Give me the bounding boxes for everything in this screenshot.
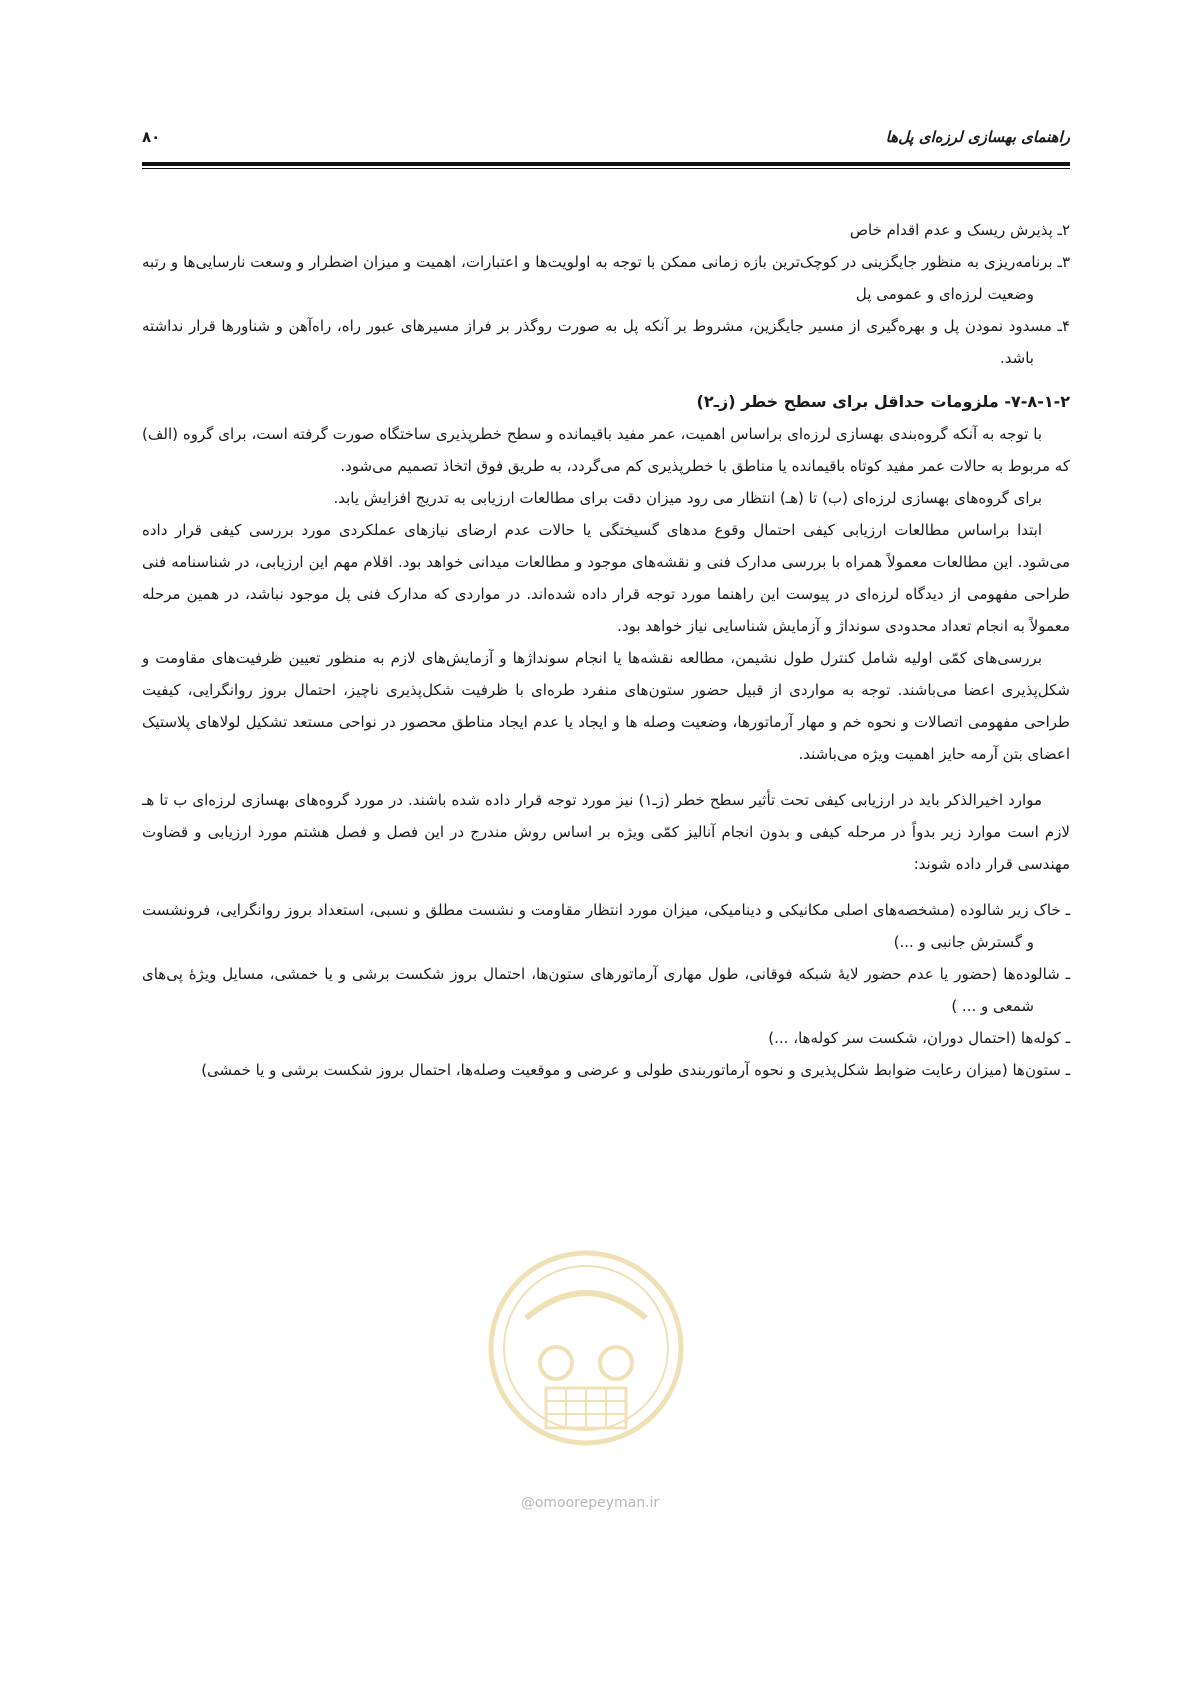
- list-item: ـ خاک زیر شالوده (مشخصه‌های اصلی مکانیکی و دینامیکی، میزان مورد انتظار مقاومت و نشست مطلق و نسبی، استعداد بروز روانگرایی، فرونشست و گسترش جانبی و ...): [142, 901, 1070, 951]
- paragraph: ابتدا براساس مطالعات ارزیابی کیفی احتمال وقوع مدهای گسیختگی یا حالات عدم ارضای نیازهای عملکردی مورد بررسی کیفی قرار داده می‌شود. این مطالعات معمولاً همراه با بررسی مدارک فنی و نقشه‌های موجود و مطالعات میدانی خواهد بود. اقلام مهم این ارزیابی، در شناسنامه فنی طراحی مفهومی از دیدگاه لرزه‌ای در پیوست این راهنما مورد توجه قرار داده شده‌اند. در مواردی که مدارک فنی پل موجود نباشد، در همین مرحله معمولاً به انجام تعداد محدودی سونداژ و آزمایش شناسایی نیاز خواهد بود.: [142, 521, 1070, 635]
- paragraph: موارد اخیرالذکر باید در ارزیابی کیفی تحت تأثیر سطح خطر (زـ۱) نیز مورد توجه قرار داده شده باشند. در مورد گروه‌های بهسازی لرزه‌ای ب تا هـ لازم است موارد زیر بدواً در مرحله کیفی و بدون انجام آنالیز کمّی ویژه بر اساس روش مندرج در این فصل و فصل هشتم مورد ارزیابی و قضاوت مهندسی قرار داده شوند:: [142, 791, 1070, 873]
- list-item: ـ کوله‌ها (احتمال دوران، شکست سر کوله‌ها، ...): [768, 1029, 1070, 1047]
- list-item: ۳ـ برنامه‌ریزی به منظور جایگزینی در کوچک‌ترین بازه زمانی ممکن با توجه به اولویت‌ها و اعتبارات، اهمیت و میزان اضطرار و وسعت نارسایی‌ها و رتبه وضعیت لرزه‌ای و عمومی پل: [142, 253, 1070, 303]
- page-number: ۸۰: [142, 128, 161, 146]
- list-item: ـ شالوده‌ها (حضور یا عدم حضور لایهٔ شبکه فوقانی، طول مهاری آرماتورهای ستون‌ها، احتمال بروز شکست برشی و یا خمشی، مسایل ویژهٔ پی‌های شمعی و ... ): [142, 965, 1070, 1015]
- page-header: [142, 128, 1070, 154]
- page-body: [142, 214, 1070, 1086]
- paragraph: برای گروه‌های بهسازی لرزه‌ای (ب) تا (هـ) انتظار می رود میزان دقت برای مطالعات ارزیابی به تدریج افزایش یابد.: [333, 489, 1042, 507]
- list-item: ۲ـ پذیرش ریسک و عدم اقدام خاص: [849, 221, 1070, 239]
- header-rule: [142, 162, 1070, 166]
- paragraph: با توجه به آنکه گروه‌بندی بهسازی لرزه‌ای براساس اهمیت، عمر مفید باقیمانده و سطح خطرپذیری ساختگاه صورت گرفته است، برای گروه (الف) که مربوط به حالات عمر مفید کوتاه باقیمانده یا مناطق با خطرپذیری کم می‌گردد، به طریق فوق اتخاذ تصمیم می‌شود.: [142, 425, 1070, 475]
- watermark-url: @omoorepeyman.ir: [520, 1495, 660, 1511]
- list-item: ۴ـ مسدود نمودن پل و بهره‌گیری از مسیر جایگزین، مشروط بر آنکه پل به صورت روگذر بر فراز مسیرهای عبور راه، راه‌آهن و شناورها قرار نداشته باشد.: [142, 317, 1070, 367]
- paragraph: بررسی‌های کمّی اولیه شامل کنترل طول نشیمن، مطالعه نقشه‌ها یا انجام سونداژها و آزمایش‌های لازم به منظور تعیین ظرفیت‌های مقاومت و شکل‌پذیری اعضا می‌باشند. توجه به مواردی از قبیل حضور ستون‌های منفرد طره‌ای با ظرفیت شکل‌پذیری ناچیز، احتمال بروز روانگرایی، کیفیت طراحی مفهومی اتصالات و نحوه خم و مهار آرماتورها، وضعیت وصله ها و ایجاد یا عدم ایجاد مناطق محصور در نواحی مستعد تشکیل لولاهای پلاستیک اعضای بتن آرمه حایز اهمیت ویژه می‌باشند.: [142, 649, 1070, 763]
- header-rule-thin: [142, 168, 1070, 169]
- section-heading: ۷-۸-۱-۲- ملزومات حداقل برای سطح خطر (زـ۲): [696, 392, 1070, 411]
- watermark-logo: [486, 1248, 686, 1448]
- header-title: راهنمای بهسازی لرزه‌ای پل‌ها: [885, 128, 1070, 146]
- list-item: ـ ستون‌ها (میزان رعایت ضوابط شکل‌پذیری و نحوه آرماتوربندی طولی و عرضی و موقعیت وصله‌ها، احتمال بروز شکست برشی و یا خمشی): [201, 1061, 1070, 1079]
